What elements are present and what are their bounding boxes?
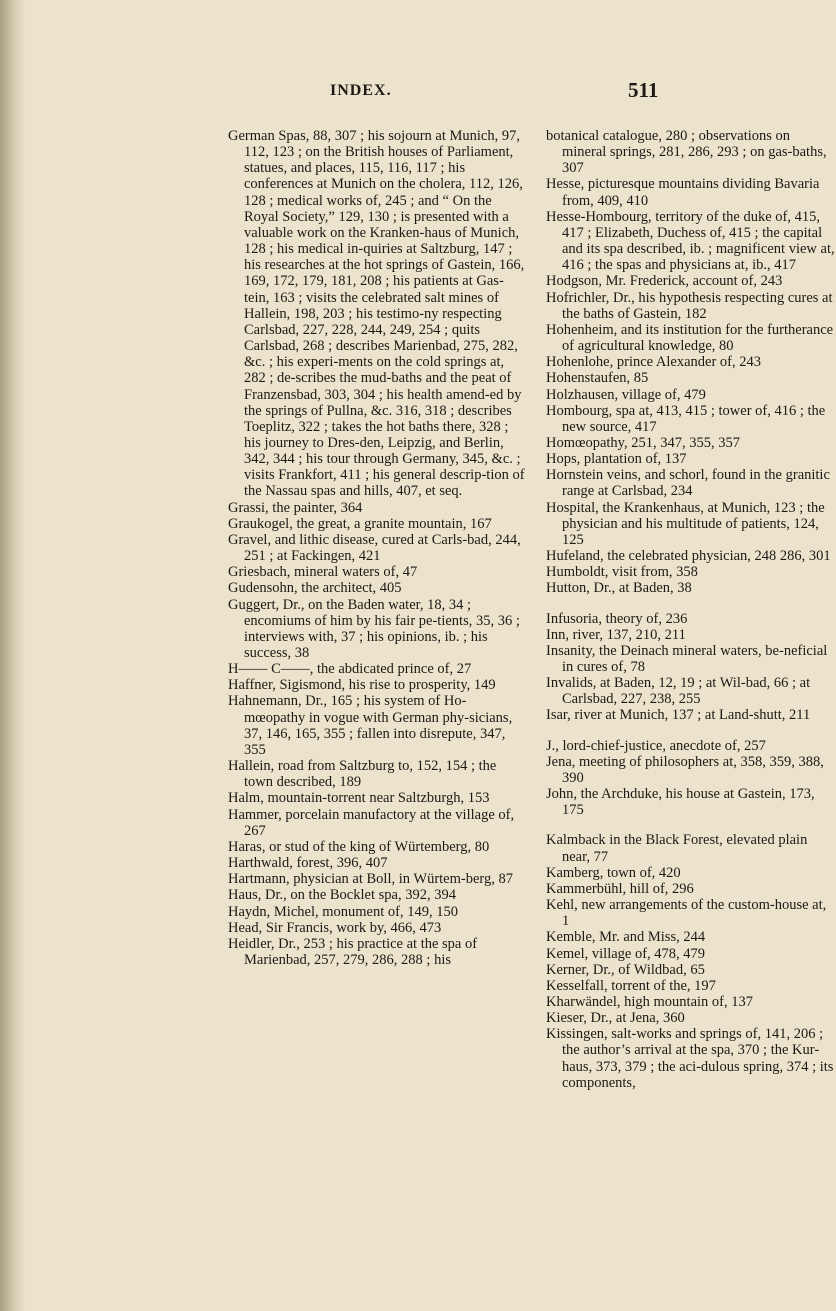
index-entry: Kehl, new arrangements of the custom-house at, 1 — [546, 897, 827, 930]
index-entry: J., lord-chief-justice, anecdote of, 257 — [546, 737, 766, 754]
index-entry: Kammerbühl, hill of, 296 — [546, 880, 694, 897]
index-entry: Halm, mountain-torrent near Saltzburgh, 153 — [228, 790, 490, 807]
index-entry: Kemble, Mr. and Miss, 244 — [546, 929, 706, 946]
index-column-left — [228, 128, 526, 968]
index-entry: H—— C——, the abdicated prince of, 27 — [228, 661, 472, 678]
index-entry: Invalids, at Baden, 12, 19 ; at Wil-bad, 66 ; at Carlsbad, 227, 238, 255 — [546, 675, 811, 708]
index-entry: Isar, river at Munich, 137 ; at Land-shutt, 211 — [546, 707, 811, 724]
index-entry: Graukogel, the great, a granite mountain, 167 — [228, 515, 492, 532]
index-entry: Hahnemann, Dr., 165 ; his system of Ho-mœopathy in vogue with German phy-sicians, 37, 146, 165, 355 ; fallen into disrepute, 347, 355 — [228, 693, 513, 758]
index-entry: Harthwald, forest, 396, 407 — [228, 855, 388, 872]
index-entry: Gudensohn, the architect, 405 — [228, 580, 402, 597]
index-entry: German Spas, 88, 307 ; his sojourn at Munich, 97, 112, 123 ; on the British houses of Parliament, statues, and places, 115, 116, 117 ; his conferences at Munich on the cholera, 112, 126, 128 ; medical works of, 245 ; and “ On the Royal Society,” 129, 130 ; is presented with a valuable work on the Kranken-haus of Munich, 128 ; his medical in-quiries at Saltzburg, 147 ; his researches at the hot springs of Gastein, 166, 169, 172, 179, 181, 208 ; his patients at Gas-tein, 163 ; visits the celebrated salt mines of Hallein, 198, 203 ; his testimo-ny respecting Carlsbad, 227, 228, 244, 249, 254 ; quits Carlsbad, 268 ; describes Marienbad, 275, 282, &c. ; his experi-ments on the cold springs at, 282 ; de-scribes the mud-baths and the peat of Franzensbad, 303, 304 ; his health amend-ed by the springs of Pullna, &c. 316, 318 ; describes Toeplitz, 322 ; takes the hot baths there, 328 ; his journey to Dres-den, Leipzig, and Berlin, 342, 344 ; his tour through Germany, 345, &c. ; visits Frankfort, 411 ; his general descrip-tion of the Nassau spas and hills, 407, et seq. — [228, 128, 525, 500]
page-binding-edge — [0, 0, 26, 1311]
index-entry: Kerner, Dr., of Wildbad, 65 — [546, 961, 705, 978]
index-entry: Hesse-Hombourg, territory of the duke of, 415, 417 ; Elizabeth, Duchess of, 415 ; the capital and its spa described, ib. ; magnificent view at, 416 ; the spas and physicians at, ib., 417 — [546, 208, 835, 274]
index-entry: Hutton, Dr., at Baden, 38 — [546, 580, 692, 597]
index-entry: Holzhausen, village of, 479 — [546, 386, 706, 403]
index-entry: Kemel, village of, 478, 479 — [546, 945, 706, 962]
index-entry: Haydn, Michel, monument of, 149, 150 — [228, 903, 458, 920]
index-entry: Insanity, the Deinach mineral waters, be-neficial in cures of, 78 — [546, 642, 828, 675]
index-entry: Hammer, porcelain manufactory at the village of, 267 — [228, 806, 515, 839]
page-header — [0, 78, 800, 112]
index-entry: Haffner, Sigismond, his rise to prosperity, 149 — [228, 677, 496, 694]
index-entry: Kesselfall, torrent of the, 197 — [546, 977, 716, 994]
index-entry: Homœopathy, 251, 347, 355, 357 — [546, 434, 740, 451]
index-entry: Kissingen, salt-works and springs of, 141, 206 ; the author’s arrival at the spa, 370 ; the Kur-haus, 373, 379 ; the aci-dulous spring, 374 ; its components, — [546, 1026, 834, 1091]
index-entry: John, the Archduke, his house at Gastein, 173, 175 — [546, 786, 815, 819]
index-entry: Kieser, Dr., at Jena, 360 — [546, 1010, 685, 1027]
index-entry: Griesbach, mineral waters of, 47 — [228, 564, 418, 581]
index-entry: Guggert, Dr., on the Baden water, 18, 34 ; encomiums of him by his fair pe-tients, 35, 36 ; interviews with, 37 ; his opinions, ib. ; his success, 38 — [228, 596, 520, 661]
index-entry: Hospital, the Krankenhaus, at Munich, 123 ; the physician and his multitude of patients, 124, 125 — [546, 499, 825, 548]
index-entry: Haras, or stud of the king of Würtemberg, 80 — [228, 838, 490, 855]
index-entry: Infusoria, theory of, 236 — [546, 610, 688, 627]
index-entry: Kharwändel, high mountain of, 137 — [546, 993, 753, 1010]
index-entry: Head, Sir Francis, work by, 466, 473 — [228, 919, 442, 936]
index-entry: Hesse, picturesque mountains dividing Bavaria from, 409, 410 — [546, 176, 820, 209]
index-entry: Grassi, the painter, 364 — [228, 499, 363, 516]
index-entry: Hartmann, physician at Boll, in Würtem-berg, 87 — [228, 871, 513, 888]
index-entry: Hombourg, spa at, 413, 415 ; tower of, 416 ; the new source, 417 — [546, 402, 826, 435]
running-title: INDEX. — [330, 82, 392, 99]
index-entry: Heidler, Dr., 253 ; his practice at the spa of Marienbad, 257, 279, 286, 288 ; his — [228, 935, 478, 968]
letter-section-gap — [546, 724, 836, 738]
index-entry: Haus, Dr., on the Bocklet spa, 392, 394 — [228, 887, 456, 904]
index-entry: Hohenlohe, prince Alexander of, 243 — [546, 354, 762, 371]
index-entry: Hohenheim, and its institution for the furtherance of agricultural knowledge, 80 — [546, 321, 834, 355]
index-entry: Hohenstaufen, 85 — [546, 370, 649, 387]
index-entry: Hops, plantation of, 137 — [546, 451, 687, 468]
index-column-right — [546, 128, 836, 1091]
letter-section-gap — [546, 597, 836, 611]
index-entry: botanical catalogue, 280 ; observations on mineral springs, 281, 286, 293 ; on gas-baths, 307 — [546, 128, 827, 177]
index-entry: Inn, river, 137, 210, 211 — [546, 626, 686, 643]
index-entry: Gravel, and lithic disease, cured at Carls-bad, 244, 251 ; at Fackingen, 421 — [228, 531, 521, 565]
index-entry: Kamberg, town of, 420 — [546, 864, 681, 881]
letter-section-gap — [546, 818, 836, 832]
index-entry: Hufeland, the celebrated physician, 248 286, 301 — [546, 548, 831, 565]
index-entry: Hofrichler, Dr., his hypothesis respecting cures at the baths of Gastein, 182 — [546, 289, 833, 322]
index-entry: Kalmback in the Black Forest, elevated plain near, 77 — [546, 832, 808, 865]
index-entry: Humboldt, visit from, 358 — [546, 564, 698, 581]
index-entry: Hornstein veins, and schorl, found in the granitic range at Carlsbad, 234 — [546, 467, 830, 500]
page-number: 511 — [628, 78, 659, 102]
index-entry: Hallein, road from Saltzburg to, 152, 154 ; the town described, 189 — [228, 758, 497, 791]
index-entry: Jena, meeting of philosophers at, 358, 359, 388, 390 — [546, 753, 824, 786]
index-entry: Hodgson, Mr. Frederick, account of, 243 — [546, 273, 783, 290]
